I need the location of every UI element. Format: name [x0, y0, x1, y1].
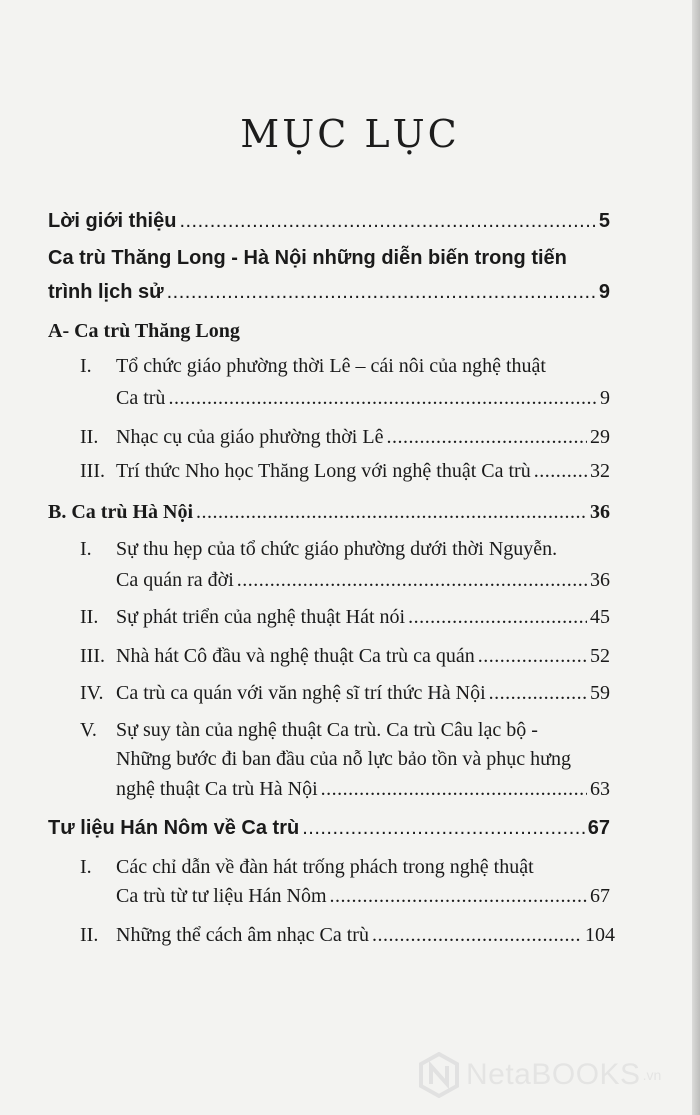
leader-dots	[534, 460, 587, 483]
leader-dots	[237, 569, 587, 592]
watermark-text: NetaBOOKS	[466, 1058, 641, 1091]
toc-section-a: A- Ca trù Thăng Long	[48, 320, 240, 342]
roman-numeral: II.	[80, 606, 99, 628]
toc-entry-label: Sự suy tàn của nghệ thuật Ca trù. Ca trù Câu lạc bộ -	[116, 719, 538, 741]
leader-dots	[386, 426, 587, 449]
toc-entry-c2	[80, 924, 615, 947]
toc-entry-label: Những thể cách âm nhạc Ca trù	[116, 924, 369, 946]
toc-page-number: 36	[590, 569, 610, 591]
toc-entry-c1-line1	[80, 856, 534, 879]
roman-numeral: I.	[80, 538, 92, 560]
leader-dots	[179, 210, 595, 233]
toc-page-number: 63	[590, 778, 610, 800]
toc-entry-label: Ca trù ca quán với văn nghệ sĩ trí thức Hà Nội	[116, 682, 486, 704]
leader-dots	[196, 501, 587, 524]
netabooks-logo-icon	[418, 1052, 460, 1098]
toc-page-number: 104	[585, 924, 615, 946]
toc-page-number: 36	[590, 501, 610, 523]
toc-page-number: 45	[590, 606, 610, 628]
toc-page-number: 67	[590, 885, 610, 907]
roman-numeral: II.	[80, 426, 99, 448]
toc-entry-b3	[80, 645, 610, 668]
toc-page-number: 52	[590, 645, 610, 667]
roman-numeral: I.	[80, 355, 92, 377]
toc-entry-label: trình lịch sử	[48, 281, 164, 303]
leader-dots	[408, 606, 587, 629]
toc-entry-b1-line1	[80, 538, 557, 561]
toc-entry-a2	[80, 426, 610, 449]
toc-entry-a3	[80, 460, 610, 483]
toc-section-b	[48, 501, 610, 524]
toc-entry-a1	[116, 387, 610, 410]
toc-entry-part2	[48, 817, 610, 840]
toc-page-number: 9	[600, 387, 610, 409]
toc-entry-label: Lời giới thiệu	[48, 210, 177, 232]
toc-entry-b4	[80, 682, 610, 705]
roman-numeral: V.	[80, 719, 97, 741]
leader-dots	[168, 387, 597, 410]
roman-numeral: I.	[80, 856, 92, 878]
toc-entry-b5-line2: Những bước đi ban đầu của nỗ lực bảo tồn và phục hưng	[116, 748, 571, 770]
roman-numeral: IV.	[80, 682, 104, 704]
toc-entry-label: Ca quán ra đời	[116, 569, 234, 591]
toc-page-number: 29	[590, 426, 610, 448]
toc-entry-label: Tư liệu Hán Nôm về Ca trù	[48, 817, 300, 839]
leader-dots	[478, 645, 587, 668]
page-title: MỤC LỤC	[240, 112, 460, 156]
watermark-suffix: .vn	[642, 1067, 662, 1083]
toc-entry-label: Tổ chức giáo phường thời Lê – cái nôi của nghệ thuật	[116, 355, 546, 377]
toc-entry-b5	[116, 778, 610, 801]
toc-entry-label: Trí thức Nho học Thăng Long với nghệ thuật Ca trù	[116, 460, 531, 482]
toc-entry-intro	[48, 210, 610, 233]
toc-entry-label: Sự thu hẹp của tổ chức giáo phường dưới thời Nguyễn.	[116, 538, 558, 560]
toc-page-number: 67	[587, 817, 610, 839]
leader-dots	[167, 281, 596, 304]
toc-entry-label: nghệ thuật Ca trù Hà Nội	[116, 778, 318, 800]
roman-numeral: III.	[80, 460, 105, 482]
leader-dots	[302, 817, 585, 840]
page-edge	[692, 0, 700, 1115]
roman-numeral: III.	[80, 645, 105, 667]
toc-entry-label: Ca trù từ tư liệu Hán Nôm	[116, 885, 327, 907]
toc-entry-label: Nhạc cụ của giáo phường thời Lê	[116, 426, 384, 448]
toc-entry-label: Nhà hát Cô đầu và nghệ thuật Ca trù ca quán	[116, 645, 475, 667]
toc-entry-b5-line1	[80, 719, 538, 742]
toc-entry-b2	[80, 606, 610, 629]
leader-dots	[321, 778, 587, 801]
toc-page-number: 5	[598, 210, 610, 232]
toc-entry-label: Ca trù	[116, 387, 166, 409]
toc-entry-label: B. Ca trù Hà Nội	[48, 501, 193, 523]
leader-dots	[489, 682, 587, 705]
toc-entry-b1	[116, 569, 610, 592]
toc-entry-part1	[48, 281, 610, 304]
toc-page-number: 59	[590, 682, 610, 704]
netabooks-watermark	[418, 1052, 661, 1098]
toc-entry-a1-line1	[80, 355, 546, 378]
roman-numeral: II.	[80, 924, 99, 946]
toc-page-number: 32	[590, 460, 610, 482]
toc-page-number: 9	[598, 281, 610, 303]
leader-dots	[372, 924, 582, 947]
toc-entry-c1	[116, 885, 610, 908]
toc-entry-label: Các chỉ dẫn về đàn hát trống phách trong nghệ thuật	[116, 856, 534, 878]
toc-entry-part1-line1: Ca trù Thăng Long - Hà Nội những diễn biến trong tiến	[48, 247, 567, 269]
toc-entry-label: Sự phát triển của nghệ thuật Hát nói	[116, 606, 406, 628]
leader-dots	[330, 885, 587, 908]
